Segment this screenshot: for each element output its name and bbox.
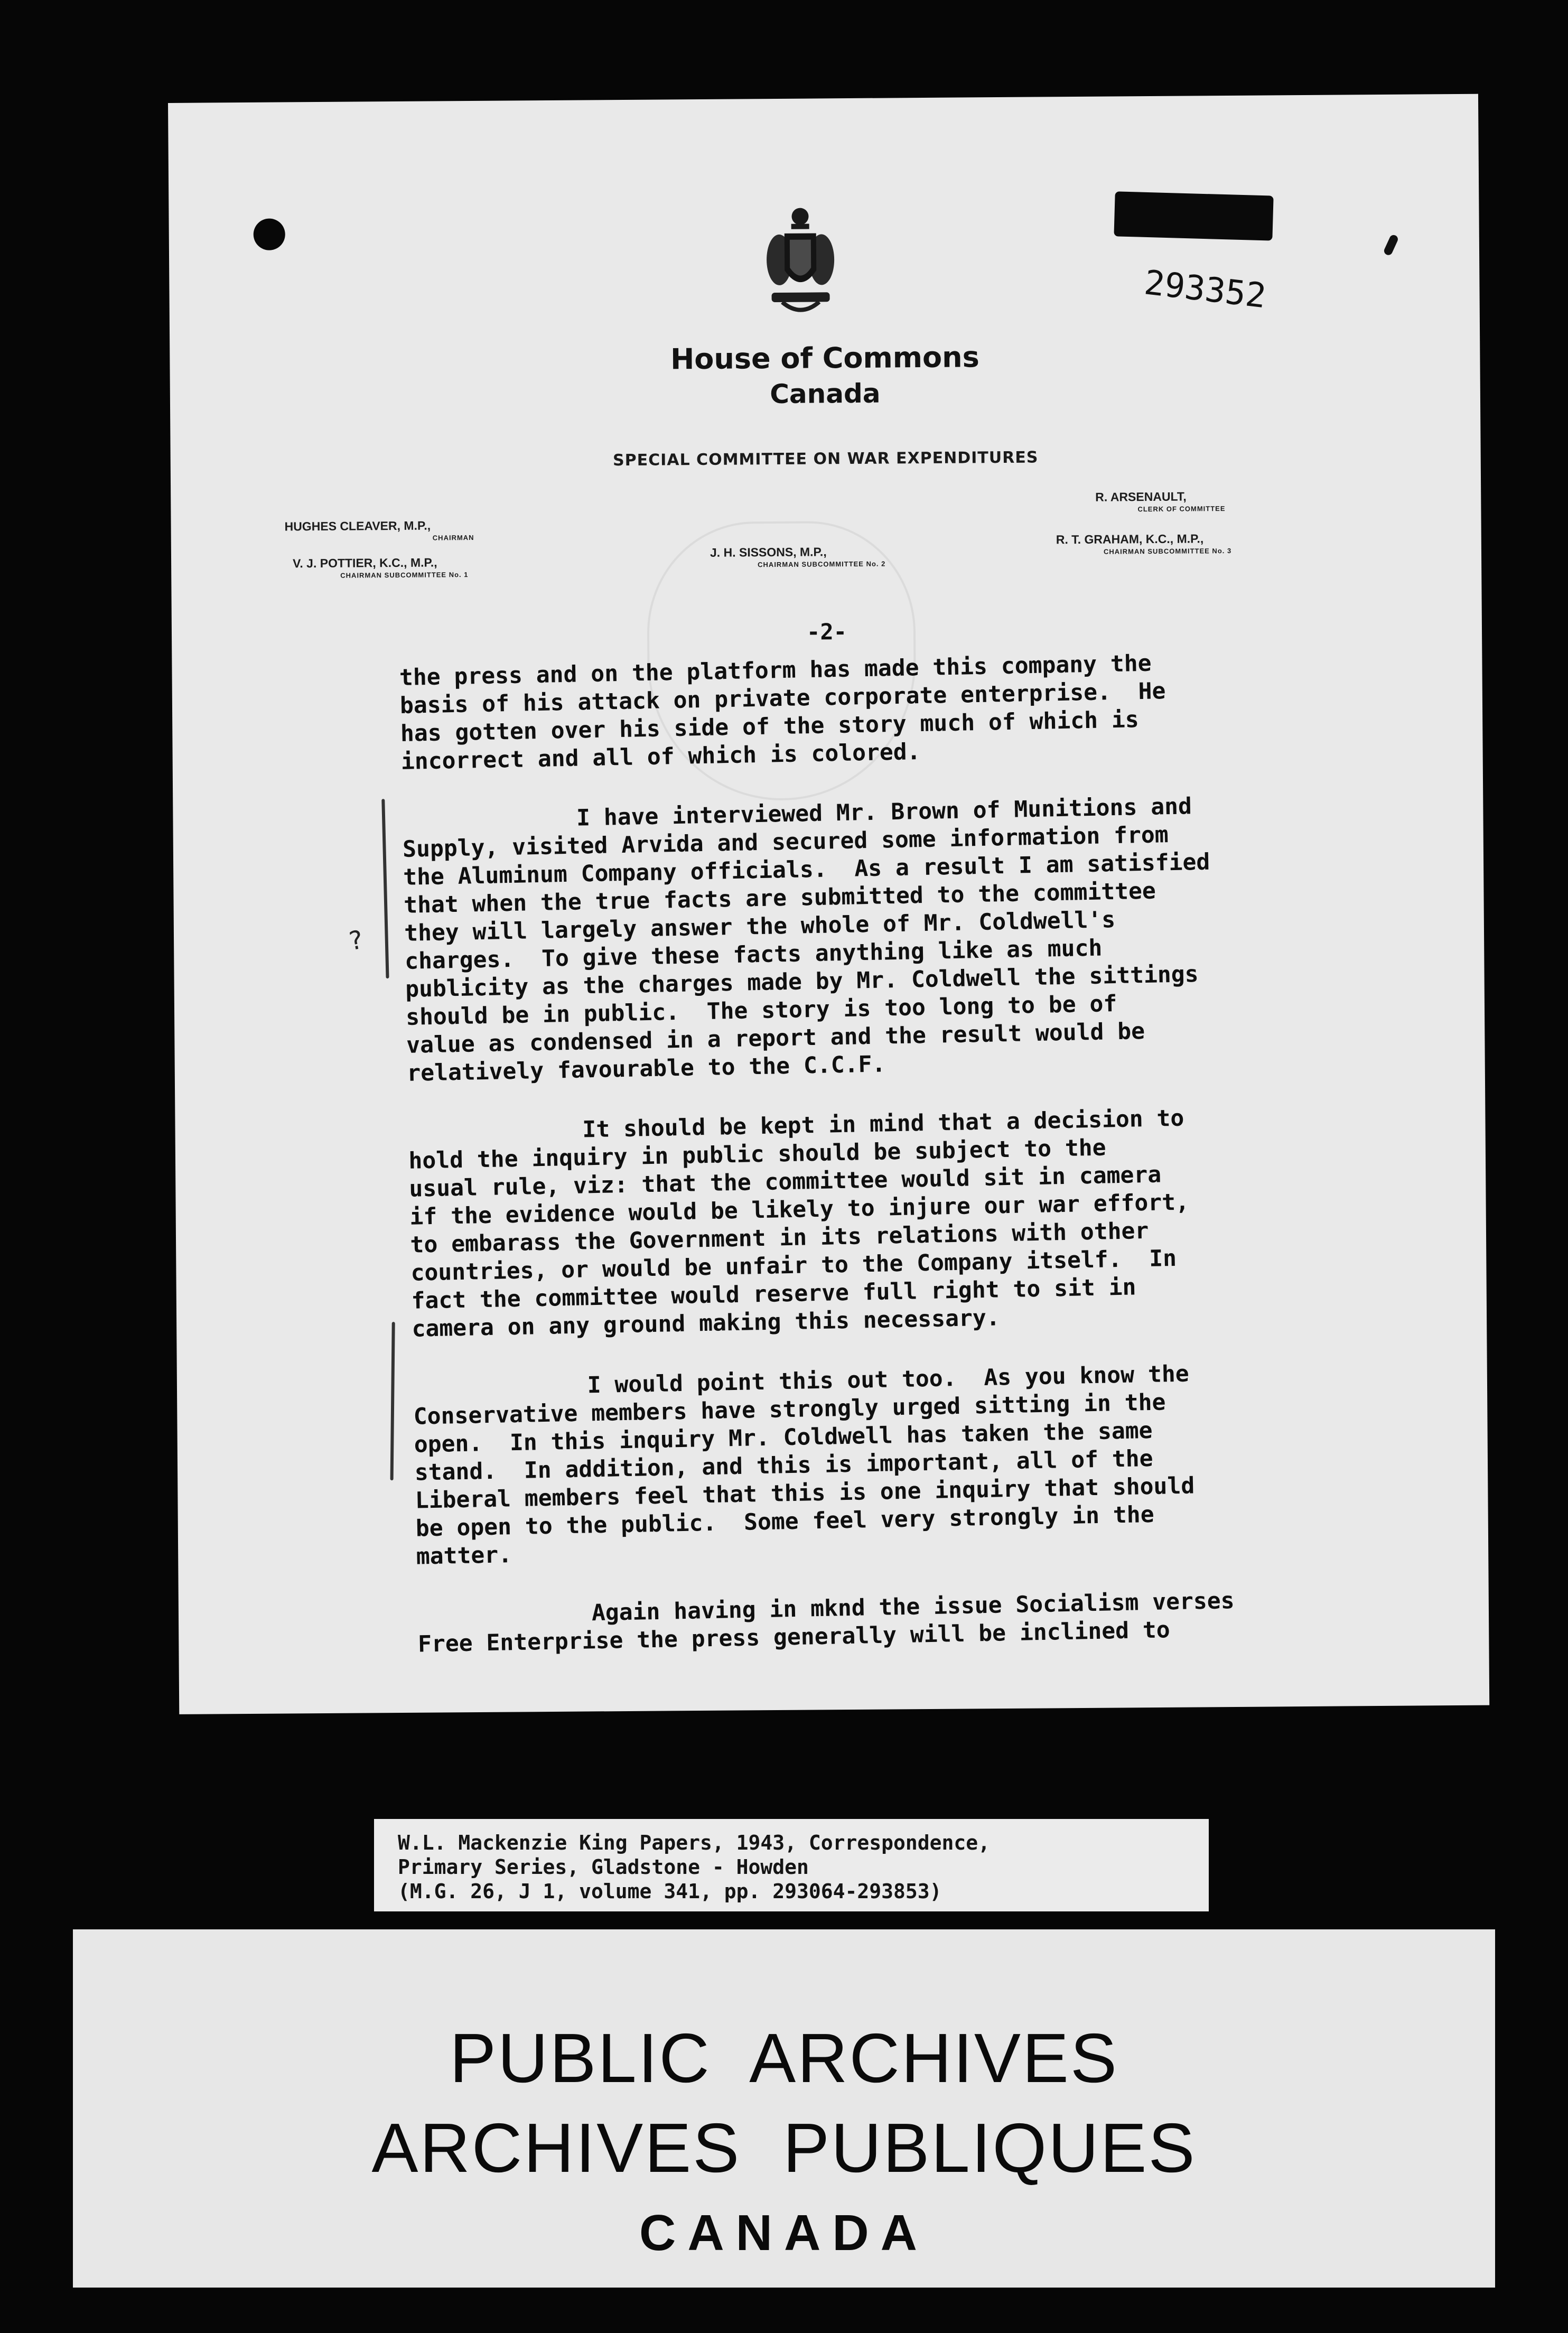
paragraph: It should be kept in mind that a decision to hold the inquiry in public should be subject to the usual rule, viz: that the committee would sit in camera if the evidence would be likely to injure our war effort, to embarass the Government in its relations with other countries, or would be unfair to the Company itself. In fact the committee would reserve full right to sit in camera on any ground making this necessary. [408,1105,1190,1342]
margin-line [381,799,389,978]
member-name: R. T. GRAHAM, K.C., M.P., [1056,531,1204,547]
paragraph: Again having in mknd the issue Socialism verses Free Enterprise the press generally will be inclined to [417,1587,1235,1658]
citation-line: Primary Series, Gladstone - Howden [398,1855,809,1879]
member-role: CHAIRMAN SUBCOMMITTEE No. 1 [340,571,469,580]
citation-line: (M.G. 26, J 1, volume 341, pp. 293064-293853) [398,1880,942,1903]
margin-line [390,1322,395,1480]
member-role: CLERK OF COMMITTEE [1137,505,1226,514]
member-role: CHAIRMAN SUBCOMMITTEE No. 2 [758,559,886,569]
member-name: V. J. POTTIER, K.C., M.P., [292,555,437,571]
member-role: CHAIRMAN SUBCOMMITTEE No. 3 [1103,546,1232,556]
letterhead-country: Canada [770,378,881,410]
paragraph: I would point this out too. As you know the Conservative members have strongly urged sitting in the open. In this inquiry Mr. Coldwell has taken the same stand. In addition, and this is important, all of the Liberal members feel that this is one inquiry that should be open to the public. Some feel very strongly in the matter. [413,1360,1195,1570]
punch-hole [254,218,285,250]
archives-line-english: PUBLIC ARCHIVES [449,2019,1119,2097]
archives-line-french: ARCHIVES PUBLIQUES [371,2109,1197,2187]
margin-note: ? [346,925,366,957]
redaction-mark [1114,191,1273,240]
committee-member [285,518,474,543]
committee-name: SPECIAL COMMITTEE ON WAR EXPENDITURES [612,448,1039,470]
committee-member [1056,531,1232,556]
archives-card [73,1929,1495,2288]
letter-body [399,645,1412,1691]
member-name: J. H. SISSONS, M.P., [710,545,827,559]
ink-mark [1383,234,1399,256]
page-number: -2- [806,619,847,645]
coat-of-arms-icon [760,201,841,318]
citation-label [374,1819,1209,1911]
citation-line: W.L. Mackenzie King Papers, 1943, Correspondence, [398,1831,991,1854]
member-name: HUGHES CLEAVER, M.P., [284,518,431,534]
member-role: CHAIRMAN [432,533,474,542]
committee-member [1095,489,1225,514]
paragraph: the press and on the platform has made this company the basis of his attack on private corporate enterprise. He has gotten over his side of the story much of which is incorrect and all of which is colored. [399,650,1166,775]
member-name: R. ARSENAULT, [1095,489,1187,504]
archives-line-country: CANADA [639,2205,929,2261]
committee-member [293,555,469,580]
letterhead-title: House of Commons [670,340,979,376]
document-number: 293352 [1142,263,1268,316]
committee-member [710,545,886,569]
document-page [168,94,1489,1714]
paragraph: I have interviewed Mr. Brown of Munitions and Supply, visited Arvida and secured some information from the Aluminum Company officials. As a result I am satisfied that when the true facts are submitted to the committee they will largely answer the whole of Mr. Coldwell's charges. To give these facts anything like as much publicity as the charges made by Mr. Coldwell the sittings should be in public. The story is too long to be of value as condensed in a report and the result would be relatively favourable to the C.C.F. [402,793,1210,1087]
